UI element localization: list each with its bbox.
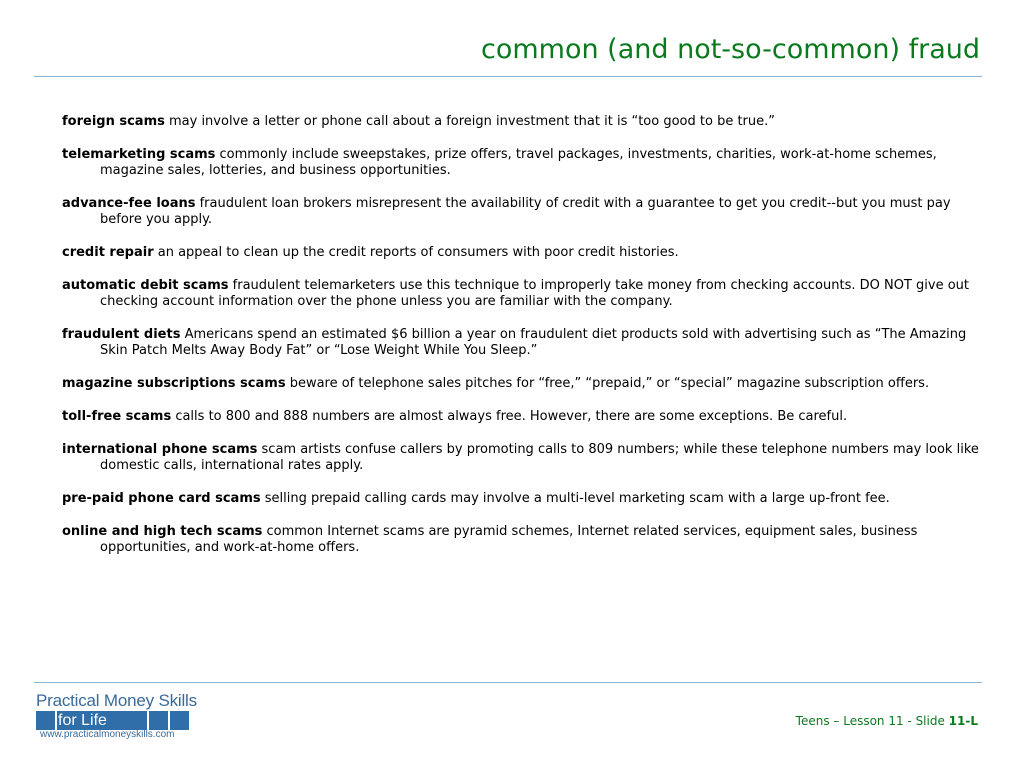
item-description: commonly include sweepstakes, prize offers, travel packages, investments, charities, work-at-home schemes, magazine sales, lotteries, and business opportunities. xyxy=(100,147,937,178)
item-description: scam artists confuse callers by promoting calls to 809 numbers; while these telephone numbers may look like domestic calls, international rates apply. xyxy=(100,442,979,473)
slide-footer xyxy=(796,714,978,728)
item-description: an appeal to clean up the credit reports of consumers with poor credit histories. xyxy=(153,245,679,260)
slide-number: 11-L xyxy=(948,714,978,728)
item-term: pre-paid phone card scams xyxy=(62,491,261,506)
item-description: beware of telephone sales pitches for “free,” “prepaid,” or “special” magazine subscription offers. xyxy=(285,376,930,391)
item-term: telemarketing scams xyxy=(62,147,216,162)
item-term: foreign scams xyxy=(62,114,165,129)
lesson-label: Teens – Lesson 11 - Slide xyxy=(795,714,949,728)
item-term: online and high tech scams xyxy=(62,524,263,539)
list-item xyxy=(62,442,982,474)
item-term: advance-fee loans xyxy=(62,196,196,211)
item-description: calls to 800 and 888 numbers are almost always free. However, there are some exceptions. Be careful. xyxy=(171,409,848,424)
list-item xyxy=(62,376,982,392)
item-term: toll-free scams xyxy=(62,409,172,424)
list-item xyxy=(62,245,982,261)
list-item xyxy=(62,147,982,179)
footer-divider xyxy=(34,682,982,683)
item-term: international phone scams xyxy=(62,442,258,457)
practical-money-skills-logo xyxy=(36,691,216,743)
list-item xyxy=(62,196,982,228)
logo-tagline: for Life xyxy=(58,712,107,729)
list-item xyxy=(62,327,982,359)
item-term: credit repair xyxy=(62,245,154,260)
logo-block xyxy=(170,711,189,730)
logo-wordmark: Practical Money Skills xyxy=(36,691,197,710)
logo-block xyxy=(149,711,168,730)
item-description: selling prepaid calling cards may involve a multi-level marketing scam with a large up-front fee. xyxy=(260,491,890,506)
logo-url: www.practicalmoneyskills.com xyxy=(40,729,175,740)
item-description: common Internet scams are pyramid schemes, Internet related services, equipment sales, business opportunities, and work-at-home offers. xyxy=(100,524,918,555)
item-term: automatic debit scams xyxy=(62,278,229,293)
list-item xyxy=(62,114,982,130)
title-divider xyxy=(34,76,982,77)
item-term: fraudulent diets xyxy=(62,327,181,342)
item-description: fraudulent loan brokers misrepresent the availability of credit with a guarantee to get you credit--but you must pay before you apply. xyxy=(100,196,951,227)
list-item xyxy=(62,524,982,556)
item-description: may involve a letter or phone call about a foreign investment that it is “too good to be true.” xyxy=(164,114,775,129)
list-item xyxy=(62,409,982,425)
list-item xyxy=(62,491,982,507)
item-description: fraudulent telemarketers use this technique to improperly take money from checking accounts. DO NOT give out checking account information over the phone unless you are familiar with the company. xyxy=(100,278,969,309)
fraud-list xyxy=(62,114,982,573)
slide-title: common (and not-so-common) fraud xyxy=(481,34,980,65)
logo-block xyxy=(36,711,55,730)
item-description: Americans spend an estimated $6 billion a year on fraudulent diet products sold with advertising such as “The Amazing Skin Patch Melts Away Body Fat” or “Lose Weight While You Sleep.” xyxy=(100,327,967,358)
item-term: magazine subscriptions scams xyxy=(62,376,286,391)
list-item xyxy=(62,278,982,310)
